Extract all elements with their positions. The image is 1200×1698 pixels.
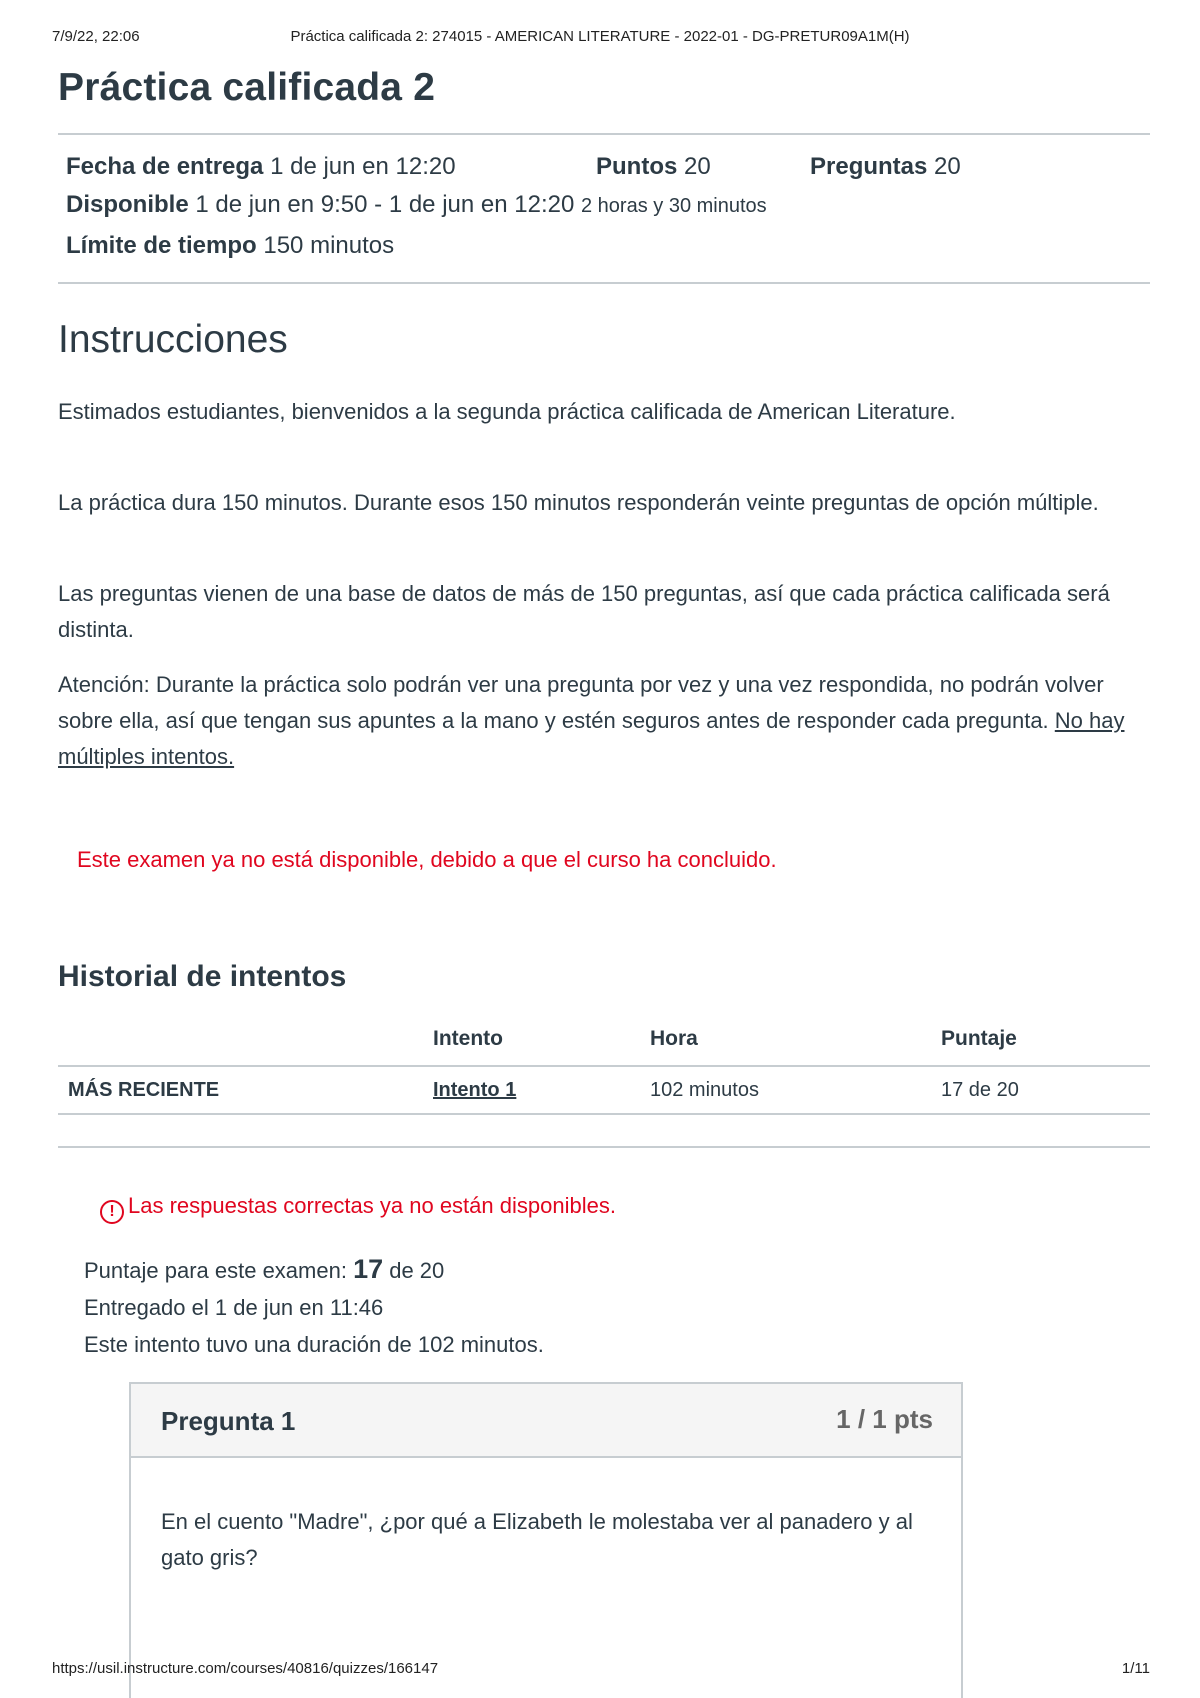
table-divider	[58, 1113, 1150, 1115]
questions-value: 20	[934, 153, 961, 180]
column-header: Puntaje	[941, 1027, 1017, 1050]
score-suffix: de 20	[383, 1258, 445, 1283]
divider	[58, 133, 1150, 135]
attempt-link-cell	[433, 1079, 516, 1102]
questions-count	[810, 153, 961, 181]
score-prefix: Puntaje para este examen:	[84, 1258, 354, 1283]
row-label: MÁS RECIENTE	[68, 1079, 220, 1101]
points	[596, 153, 711, 181]
correct-answers-warning	[100, 1193, 616, 1224]
print-date: 7/9/22, 22:06	[52, 28, 140, 45]
points-label: Puntos	[596, 153, 678, 180]
due-value: 1 de jun en 12:20	[270, 153, 456, 180]
question-points: 1 / 1 pts	[836, 1404, 933, 1434]
exclamation-circle-icon: !	[100, 1200, 124, 1224]
question-card	[129, 1382, 963, 1698]
question-text: En el cuento "Madre", ¿por qué a Elizabeth le molestaba ver al panadero y al gato gris?	[161, 1509, 913, 1570]
print-header	[0, 28, 1200, 48]
time-limit	[66, 232, 394, 260]
instructions-heading: Instrucciones	[58, 318, 288, 361]
due-date	[66, 153, 456, 181]
history-heading: Historial de intentos	[58, 960, 347, 993]
page-number: 1/11	[1121, 1660, 1150, 1677]
time-limit-value: 150 minutos	[263, 232, 395, 259]
submitted-info: Entregado el 1 de jun en 11:46	[84, 1295, 384, 1320]
available-value: 1 de jun en 9:50 - 1 de jun en 12:20	[195, 191, 575, 218]
print-footer	[0, 1660, 1200, 1680]
instructions-paragraph: La práctica dura 150 minutos. Durante esos 150 minutos responderán veinte preguntas de opción múltiple.	[58, 490, 1099, 515]
table-divider	[58, 1065, 1150, 1067]
unavailable-notice: Este examen ya no está disponible, debido a que el curso ha concluido.	[77, 847, 777, 872]
question-header	[131, 1384, 961, 1458]
available-label: Disponible	[66, 191, 189, 218]
attention-text: Atención: Durante la práctica solo podrán ver una pregunta por vez y una vez respondida, no podrán volver sobre ella, así que tengan sus apuntes a la mano y estén seguros antes de responder cada pregunta.	[58, 672, 1104, 733]
points-value: 20	[684, 153, 711, 180]
page-title: Práctica calificada 2	[58, 66, 436, 109]
available-duration: 2 horas y 30 minutos	[581, 195, 767, 217]
divider	[58, 282, 1150, 284]
time-limit-label: Límite de tiempo	[66, 232, 257, 259]
attempt-link[interactable]: Intento 1	[433, 1079, 517, 1101]
no-multiple-attempts: No hay múltiples intentos.	[58, 708, 1125, 769]
question-name: Pregunta 1	[161, 1406, 296, 1436]
instructions-paragraph	[58, 667, 1150, 775]
print-url: https://usil.instructure.com/courses/40816/quizzes/166147	[52, 1660, 439, 1677]
print-title: Práctica calificada 2: 274015 - AMERICAN LITERATURE - 2022-01 - DG-PRETUR09A1M(H)	[290, 28, 910, 45]
warning-text: Las respuestas correctas ya no están disponibles.	[128, 1193, 616, 1218]
questions-label: Preguntas	[810, 153, 928, 180]
score-summary	[84, 1254, 444, 1285]
attempt-score: 17 de 20	[941, 1079, 1019, 1101]
attempt-time: 102 minutos	[650, 1079, 759, 1101]
column-header: Hora	[650, 1027, 698, 1050]
column-header: Intento	[433, 1027, 503, 1050]
score-value: 17	[353, 1254, 384, 1284]
due-label: Fecha de entrega	[66, 153, 264, 180]
availability	[66, 191, 767, 219]
instructions-paragraph: Estimados estudiantes, bienvenidos a la segunda práctica calificada de American Literature.	[58, 399, 956, 424]
divider	[58, 1146, 1150, 1148]
duration-info: Este intento tuvo una duración de 102 minutos.	[84, 1332, 544, 1357]
instructions-paragraph: Las preguntas vienen de una base de datos de más de 150 preguntas, así que cada práctica calificada será distinta.	[58, 581, 1110, 642]
